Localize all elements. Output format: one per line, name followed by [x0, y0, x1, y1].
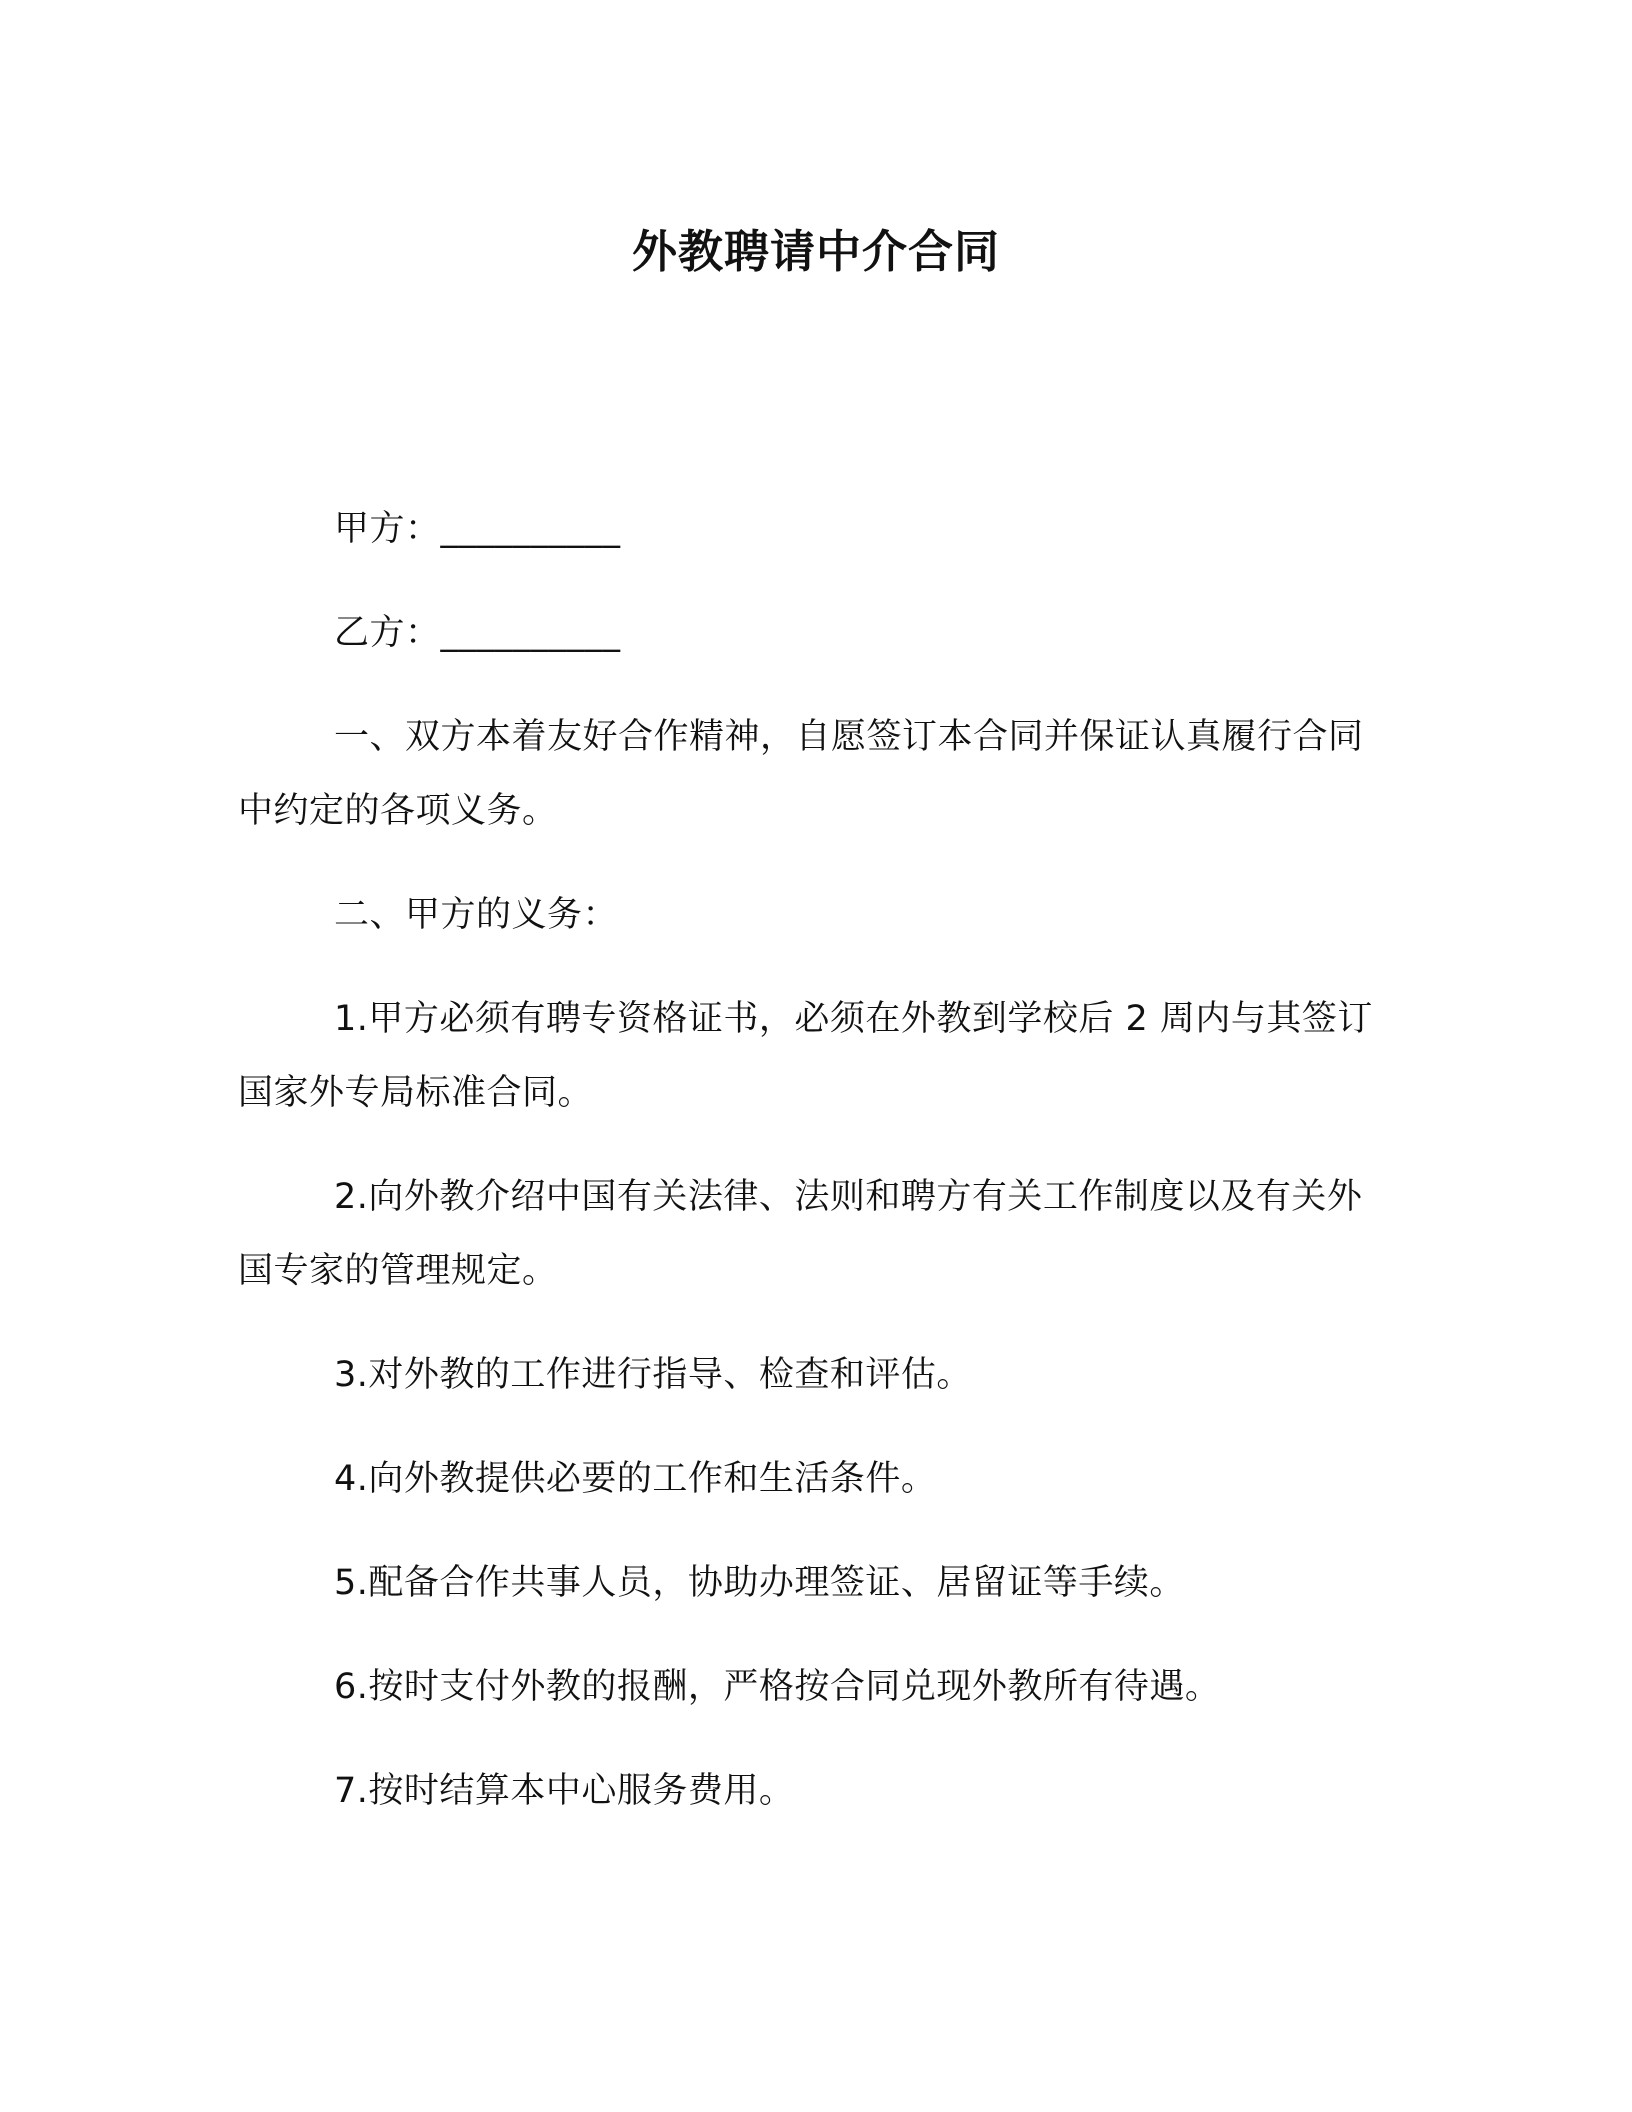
obligation-item-5: 5.配备合作共事人员，协助办理签证、居留证等手续。	[334, 1563, 1185, 1603]
obligation-item-7: 7.按时结算本中心服务费用。	[334, 1771, 795, 1811]
obligation-item-1: 1.甲方必须有聘专资格证书，必须在外教到学校后 2 周内与其签订国家外专局标准合同。	[238, 999, 1373, 1113]
document-title: 外教聘请中介合同	[631, 225, 1000, 278]
document-body	[238, 492, 1378, 1858]
party-a-line: 甲方：__________	[334, 509, 621, 549]
obligation-item-4: 4.向外教提供必要的工作和生活条件。	[334, 1459, 937, 1499]
obligation-item-3: 3.对外教的工作进行指导、检查和评估。	[334, 1355, 972, 1395]
clause-2-heading: 二、甲方的义务：	[334, 895, 619, 935]
obligation-item-2: 2.向外教介绍中国有关法律、法则和聘方有关工作制度以及有关外国专家的管理规定。	[238, 1177, 1363, 1291]
clause-1: 一、双方本着友好合作精神，自愿签订本合同并保证认真履行合同中约定的各项义务。	[238, 717, 1364, 831]
party-b-line: 乙方：__________	[334, 613, 621, 653]
obligation-item-6: 6.按时支付外教的报酬，严格按合同兑现外教所有待遇。	[334, 1667, 1221, 1707]
